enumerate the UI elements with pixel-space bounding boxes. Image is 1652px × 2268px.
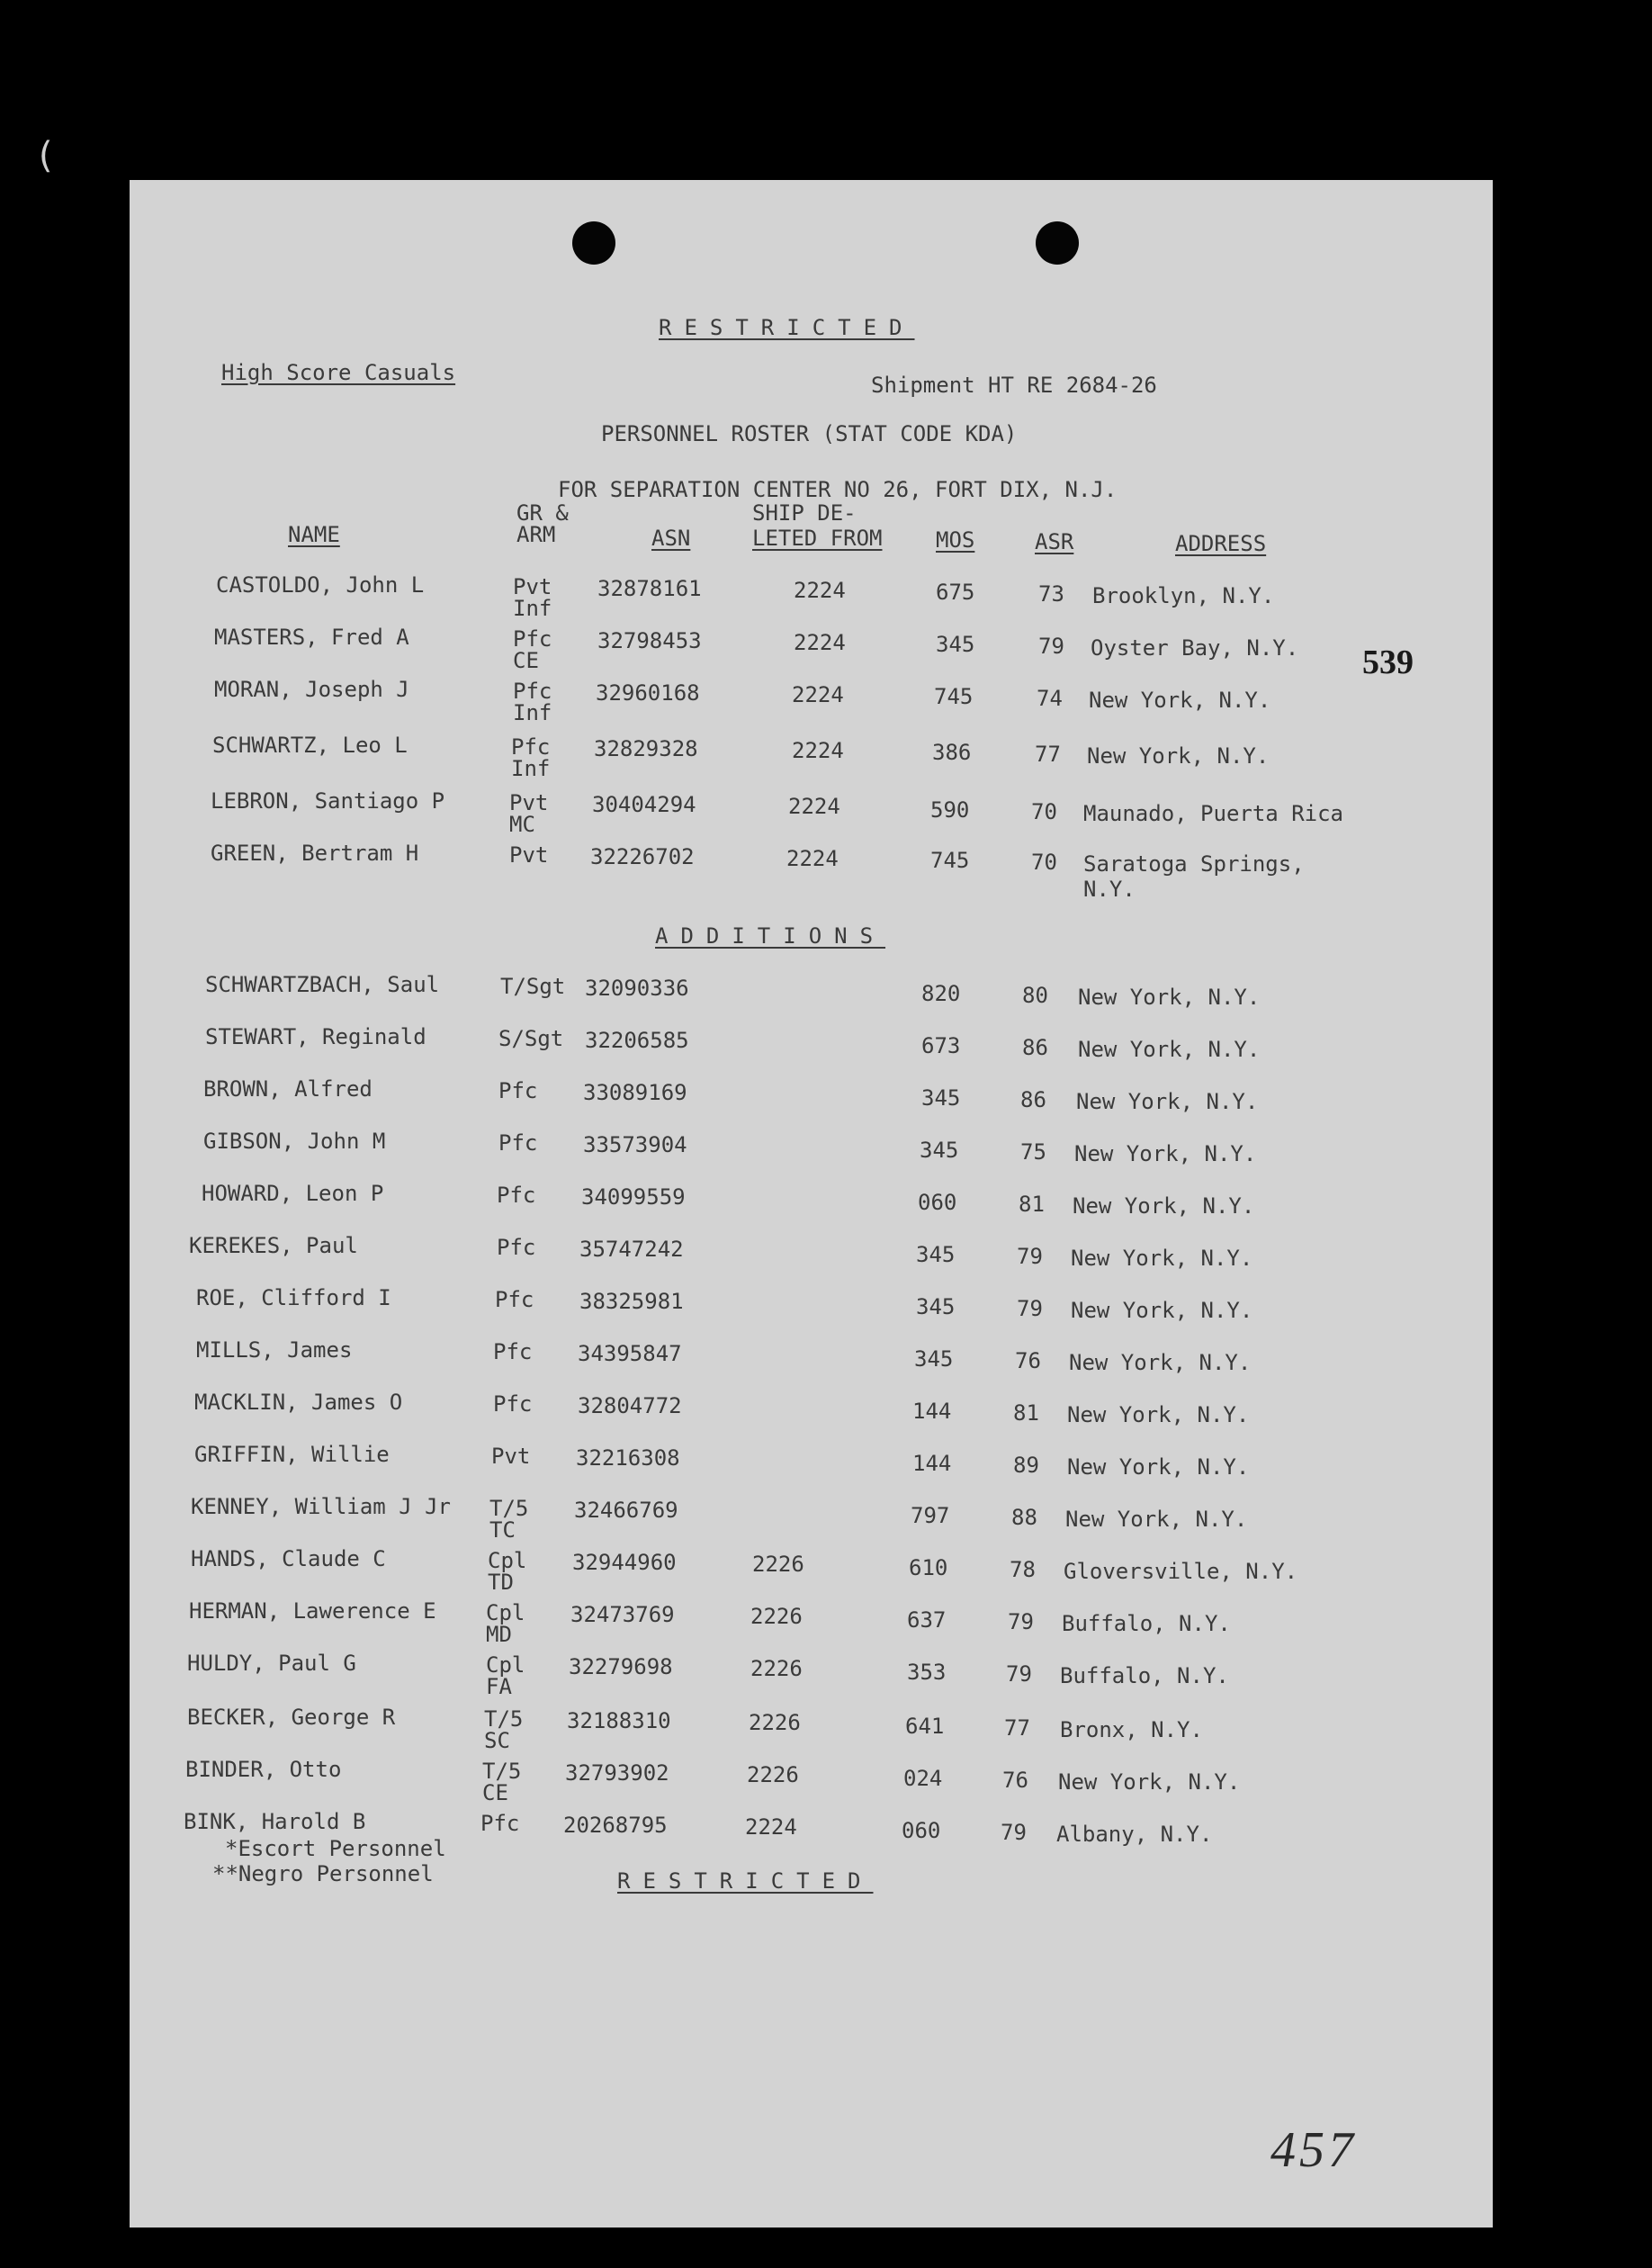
row-mos: 745 [934,684,974,709]
row-asr: 77 [1004,1715,1030,1741]
row-arm: TC [489,1517,516,1543]
row-asn: 34099559 [581,1184,686,1210]
col-address: ADDRESS [1175,531,1267,556]
row-mos: 144 [912,1399,952,1424]
row-mos: 745 [930,848,970,873]
handwritten-page-number: 457 [1270,2122,1357,2178]
row-grade: S/Sgt [498,1026,564,1051]
row-asn: 32878161 [597,576,702,601]
row-address: New York, N.Y. [1087,743,1270,769]
punch-hole [572,221,615,265]
row-mos: 353 [907,1660,947,1685]
col-asn: ASN [651,526,691,551]
row-asr: 79 [1008,1609,1034,1634]
row-grade: Pvt [509,842,549,868]
row-asn: 38325981 [579,1289,684,1314]
row-address-line2: N.Y. [1083,877,1136,902]
row-address: New York, N.Y. [1067,1402,1250,1427]
row-ship: 2226 [749,1710,801,1735]
row-name: MASTERS, Fred A [214,625,409,650]
footnote-escort: *Escort Personnel [225,1836,446,1861]
row-asr: 76 [1002,1768,1028,1793]
row-asr: 76 [1015,1348,1041,1373]
row-asr: 74 [1037,686,1063,711]
row-name: MORAN, Joseph J [214,677,409,702]
row-address: New York, N.Y. [1071,1246,1253,1271]
row-grade: Pfc [513,679,552,704]
row-arm: CE [482,1780,508,1805]
row-asn: 20268795 [563,1813,668,1838]
row-asr: 75 [1020,1139,1046,1165]
row-asn: 32090336 [585,976,689,1001]
row-asr: 81 [1013,1400,1039,1426]
row-ship: 2226 [752,1552,804,1577]
row-grade: Cpl [486,1652,525,1678]
row-asr: 79 [1038,634,1064,659]
row-name: BINDER, Otto [185,1757,342,1782]
row-name: BINK, Harold B [184,1809,366,1834]
row-name: GIBSON, John M [203,1129,386,1154]
row-name: HANDS, Claude C [191,1546,386,1571]
row-ship: 2226 [747,1762,799,1787]
row-asr: 80 [1022,983,1048,1008]
row-mos: 060 [918,1190,957,1215]
row-address: New York, N.Y. [1071,1298,1253,1323]
row-address: Bronx, N.Y. [1060,1717,1203,1742]
row-name: HERMAN, Lawerence E [189,1598,436,1624]
row-ship: 2224 [792,682,844,707]
row-mos: 673 [921,1033,961,1058]
row-ship: 2224 [794,630,846,655]
unit-title: High Score Casuals [221,360,456,385]
row-name: SCHWARTZ, Leo L [212,733,408,758]
row-name: LEBRON, Santiago P [211,788,445,814]
additions-heading: ADDITIONS [655,923,886,949]
row-grade: Pfc [497,1235,536,1260]
row-address: Maunado, Puerta Rica [1083,801,1343,826]
row-ship: 2224 [788,794,840,819]
row-mos: 797 [911,1503,950,1528]
row-arm: FA [486,1674,512,1699]
row-grade: Pvt [491,1444,531,1469]
restricted-bottom: RESTRICTED [617,1868,874,1894]
row-grade: Pfc [513,626,552,652]
row-asn: 32829328 [594,736,698,761]
row-grade: Pfc [511,734,551,760]
scan-mark: ( [34,135,57,176]
row-name: MACKLIN, James O [194,1390,403,1415]
row-asr: 70 [1031,850,1057,875]
row-ship: 2224 [786,846,839,871]
row-mos: 345 [916,1294,956,1319]
row-name: HULDY, Paul G [187,1651,356,1676]
row-grade: Pfc [480,1811,520,1836]
row-mos: 024 [903,1766,943,1791]
row-address: New York, N.Y. [1065,1507,1248,1532]
row-asr: 79 [1006,1661,1032,1687]
col-name: NAME [288,522,340,547]
row-asn: 32944960 [572,1550,677,1575]
row-grade: T/5 [482,1759,522,1784]
row-name: SCHWARTZBACH, Saul [205,972,440,997]
row-asr: 79 [1001,1820,1027,1845]
row-asr: 70 [1031,799,1057,824]
row-asn: 32473769 [570,1602,675,1627]
row-mos: 060 [902,1818,941,1843]
row-grade: Pfc [493,1391,533,1417]
row-asr: 86 [1022,1035,1048,1060]
row-name: KENNEY, William J Jr [191,1494,451,1519]
row-asn: 32793902 [565,1760,669,1786]
row-asn: 32960168 [596,680,700,706]
row-ship: 2224 [794,578,846,603]
row-name: KEREKES, Paul [189,1233,358,1258]
row-ship: 2224 [745,1814,797,1840]
row-mos: 345 [916,1242,956,1267]
row-asn: 32466769 [574,1498,678,1523]
row-mos: 641 [905,1714,945,1739]
row-address: New York, N.Y. [1073,1193,1255,1219]
row-grade: T/Sgt [500,974,566,999]
row-asn: 30404294 [592,792,696,817]
row-asn: 32804772 [578,1393,682,1418]
row-address: New York, N.Y. [1074,1141,1257,1166]
stamp-number: 539 [1362,644,1414,681]
row-mos: 345 [920,1138,959,1163]
row-grade: Pfc [493,1339,533,1364]
destination: FOR SEPARATION CENTER NO 26, FORT DIX, N.J. [558,477,1118,502]
row-name: MILLS, James [196,1337,353,1363]
row-ship: 2224 [792,738,844,763]
row-asn: 32279698 [569,1654,673,1679]
row-address: New York, N.Y. [1067,1454,1250,1480]
row-mos: 345 [921,1085,961,1111]
row-asn: 33573904 [583,1132,687,1157]
row-mos: 144 [912,1451,952,1476]
col-gr-arm-2: ARM [516,522,556,547]
row-grade: Cpl [486,1600,525,1625]
row-name: CASTOLDO, John L [216,572,425,598]
row-arm: Inf [513,596,552,621]
row-asn: 32226702 [590,844,695,869]
row-address: New York, N.Y. [1089,688,1271,713]
roster-title: PERSONNEL ROSTER (STAT CODE KDA) [601,421,1018,446]
row-ship: 2226 [750,1604,803,1629]
row-address: Saratoga Springs, [1083,851,1305,877]
row-address: New York, N.Y. [1078,985,1261,1010]
row-mos: 386 [932,740,972,765]
row-mos: 590 [930,797,970,823]
row-address: Buffalo, N.Y. [1060,1663,1229,1688]
row-grade: Pvt [513,574,552,599]
row-grade: Pfc [498,1130,538,1156]
row-name: ROE, Clifford I [196,1285,391,1310]
row-address: Buffalo, N.Y. [1062,1611,1231,1636]
restricted-top: RESTRICTED [659,315,915,340]
row-asr: 88 [1011,1505,1037,1530]
col-asr: ASR [1035,529,1074,554]
row-name: STEWART, Reginald [205,1024,426,1049]
row-grade: Pvt [509,790,549,815]
row-asn: 32798453 [597,628,702,653]
row-arm: MC [509,812,535,837]
document-page [130,180,1493,2228]
row-asn: 35747242 [579,1237,684,1262]
row-asn: 33089169 [583,1080,687,1105]
row-name: BECKER, George R [187,1705,396,1730]
col-mos: MOS [936,527,975,553]
row-mos: 345 [936,632,975,657]
row-name: BROWN, Alfred [203,1076,373,1102]
row-asr: 89 [1013,1453,1039,1478]
col-ship-2: LETED FROM [752,526,883,551]
footnote-negro: **Negro Personnel [212,1861,434,1886]
row-asr: 79 [1017,1296,1043,1321]
row-grade: Pfc [498,1078,538,1103]
row-mos: 610 [909,1555,948,1580]
row-address: New York, N.Y. [1058,1769,1241,1795]
col-ship-1: SHIP DE- [752,500,857,526]
row-grade: Pfc [495,1287,534,1312]
row-name: GRIFFIN, Willie [194,1442,390,1467]
row-mos: 820 [921,981,961,1006]
row-asn: 32188310 [567,1708,671,1733]
row-address: Oyster Bay, N.Y. [1091,635,1299,661]
row-asn: 32206585 [585,1028,689,1053]
row-name: HOWARD, Leon P [202,1181,384,1206]
row-asn: 32216308 [576,1445,680,1471]
row-arm: TD [488,1570,514,1595]
row-asn: 34395847 [578,1341,682,1366]
shipment-number: Shipment HT RE 2684-26 [871,373,1157,398]
row-asr: 73 [1038,581,1064,607]
punch-hole [1036,221,1079,265]
row-address: New York, N.Y. [1069,1350,1252,1375]
row-grade: Cpl [488,1548,527,1573]
row-address: Gloversville, N.Y. [1064,1559,1298,1584]
row-name: GREEN, Bertram H [211,841,419,866]
row-asr: 81 [1019,1192,1045,1217]
row-grade: T/5 [489,1496,529,1521]
row-address: Brooklyn, N.Y. [1092,583,1275,608]
row-asr: 78 [1010,1557,1036,1582]
row-ship: 2226 [750,1656,803,1681]
row-arm: Inf [513,700,552,725]
row-grade: Pfc [497,1183,536,1208]
row-mos: 675 [936,580,975,605]
row-address: New York, N.Y. [1076,1089,1259,1114]
row-arm: CE [513,648,539,673]
row-address: Albany, N.Y. [1056,1822,1213,1847]
row-asr: 77 [1035,742,1061,767]
row-mos: 637 [907,1607,947,1633]
row-arm: MD [486,1622,512,1647]
row-address: New York, N.Y. [1078,1037,1261,1062]
col-gr-arm-1: GR & [516,500,569,526]
row-asr: 79 [1017,1244,1043,1269]
row-arm: SC [484,1728,510,1753]
row-asr: 86 [1020,1087,1046,1112]
row-grade: T/5 [484,1706,524,1732]
row-mos: 345 [914,1346,954,1372]
row-arm: Inf [511,756,551,781]
